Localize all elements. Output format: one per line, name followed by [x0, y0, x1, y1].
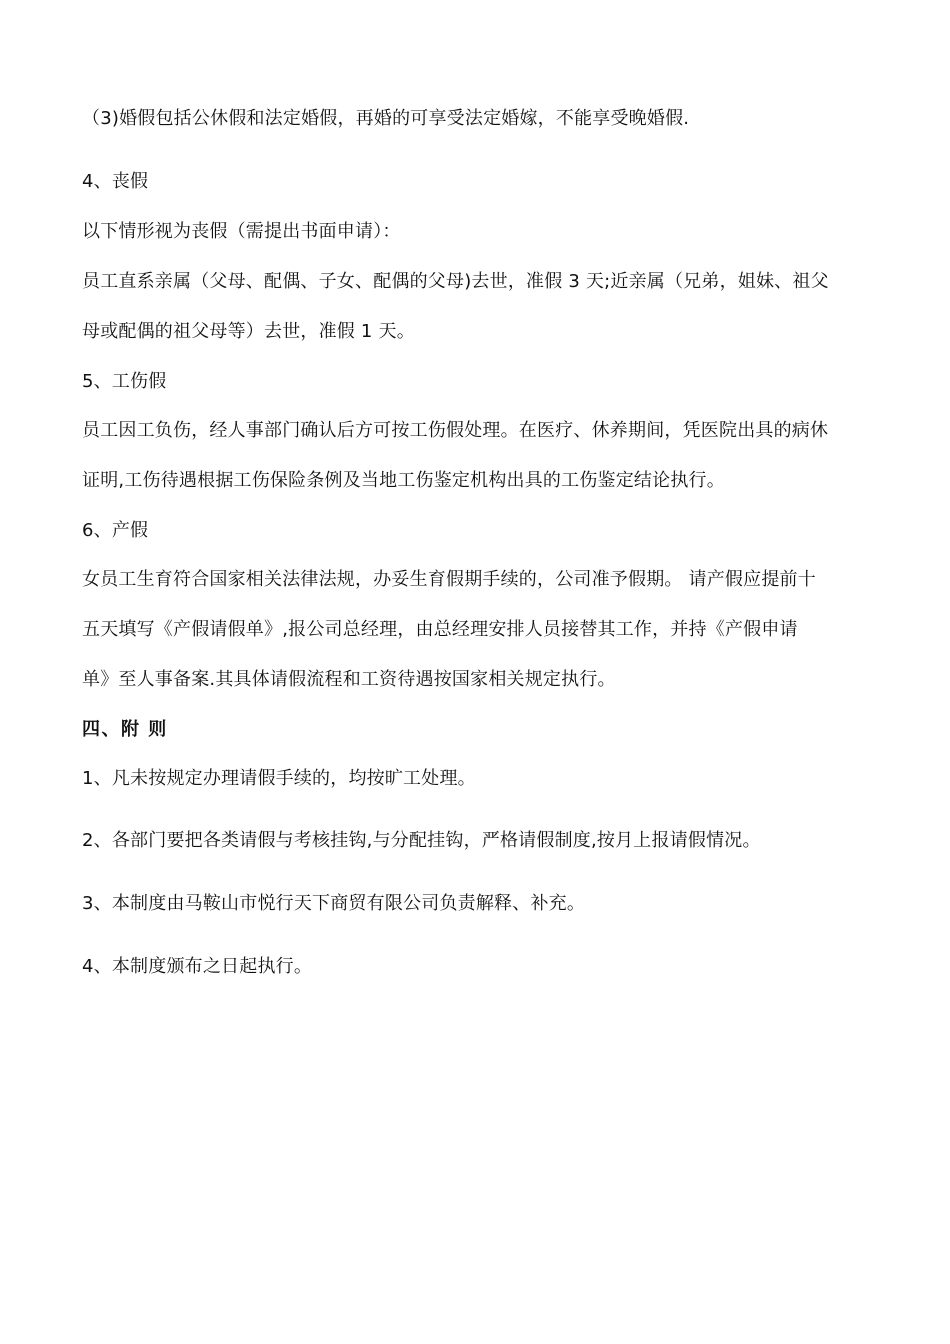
section-heading-maternity-leave: 6、产假	[82, 520, 149, 541]
section-heading-bereavement-leave: 4、丧假	[82, 171, 149, 192]
section-heading-work-injury-leave: 5、工伤假	[82, 371, 167, 392]
work-injury-leave-text-line-1: 员工因工负伤，经人事部门确认后方可按工伤假处理。在医疗、休养期间，凭医院出具的病休	[82, 420, 829, 441]
chapter-heading-supplementary-provisions: 四、附 则	[82, 719, 168, 740]
bereavement-leave-intro: 以下情形视为丧假（需提出书面申请）：	[82, 221, 401, 242]
provision-item-1: 1、凡未按规定办理请假手续的，均按旷工处理。	[82, 768, 476, 789]
maternity-leave-text-line-1: 女员工生育符合国家相关法律法规，办妥生育假期手续的，公司准予假期。 请产假应提前十	[82, 569, 816, 590]
maternity-leave-text-line-3: 单》至人事备案.其具体请假流程和工资待遇按国家相关规定执行。	[82, 669, 616, 690]
work-injury-leave-text-line-2: 证明,工伤待遇根据工伤保险条例及当地工伤鉴定机构出具的工伤鉴定结论执行。	[82, 470, 725, 491]
provision-item-2: 2、各部门要把各类请假与考核挂钩,与分配挂钩，严格请假制度,按月上报请假情况。	[82, 830, 761, 851]
bereavement-leave-text-line-2: 母或配偶的祖父母等）去世，准假 1 天。	[82, 321, 415, 342]
provision-item-3: 3、本制度由马鞍山市悦行天下商贸有限公司负责解释、补充。	[82, 893, 586, 914]
bereavement-leave-text-line-1: 员工直系亲属（父母、配偶、子女、配偶的父母)去世，准假 3 天;近亲属（兄弟，姐妹、祖父	[82, 271, 829, 292]
provision-item-4: 4、本制度颁布之日起执行。	[82, 956, 313, 977]
marriage-leave-item-3: （3)婚假包括公休假和法定婚假，再婚的可享受法定婚嫁，不能享受晚婚假.	[82, 108, 690, 129]
maternity-leave-text-line-2: 五天填写《产假请假单》,报公司总经理，由总经理安排人员接替其工作，并持《产假申请	[82, 619, 798, 640]
